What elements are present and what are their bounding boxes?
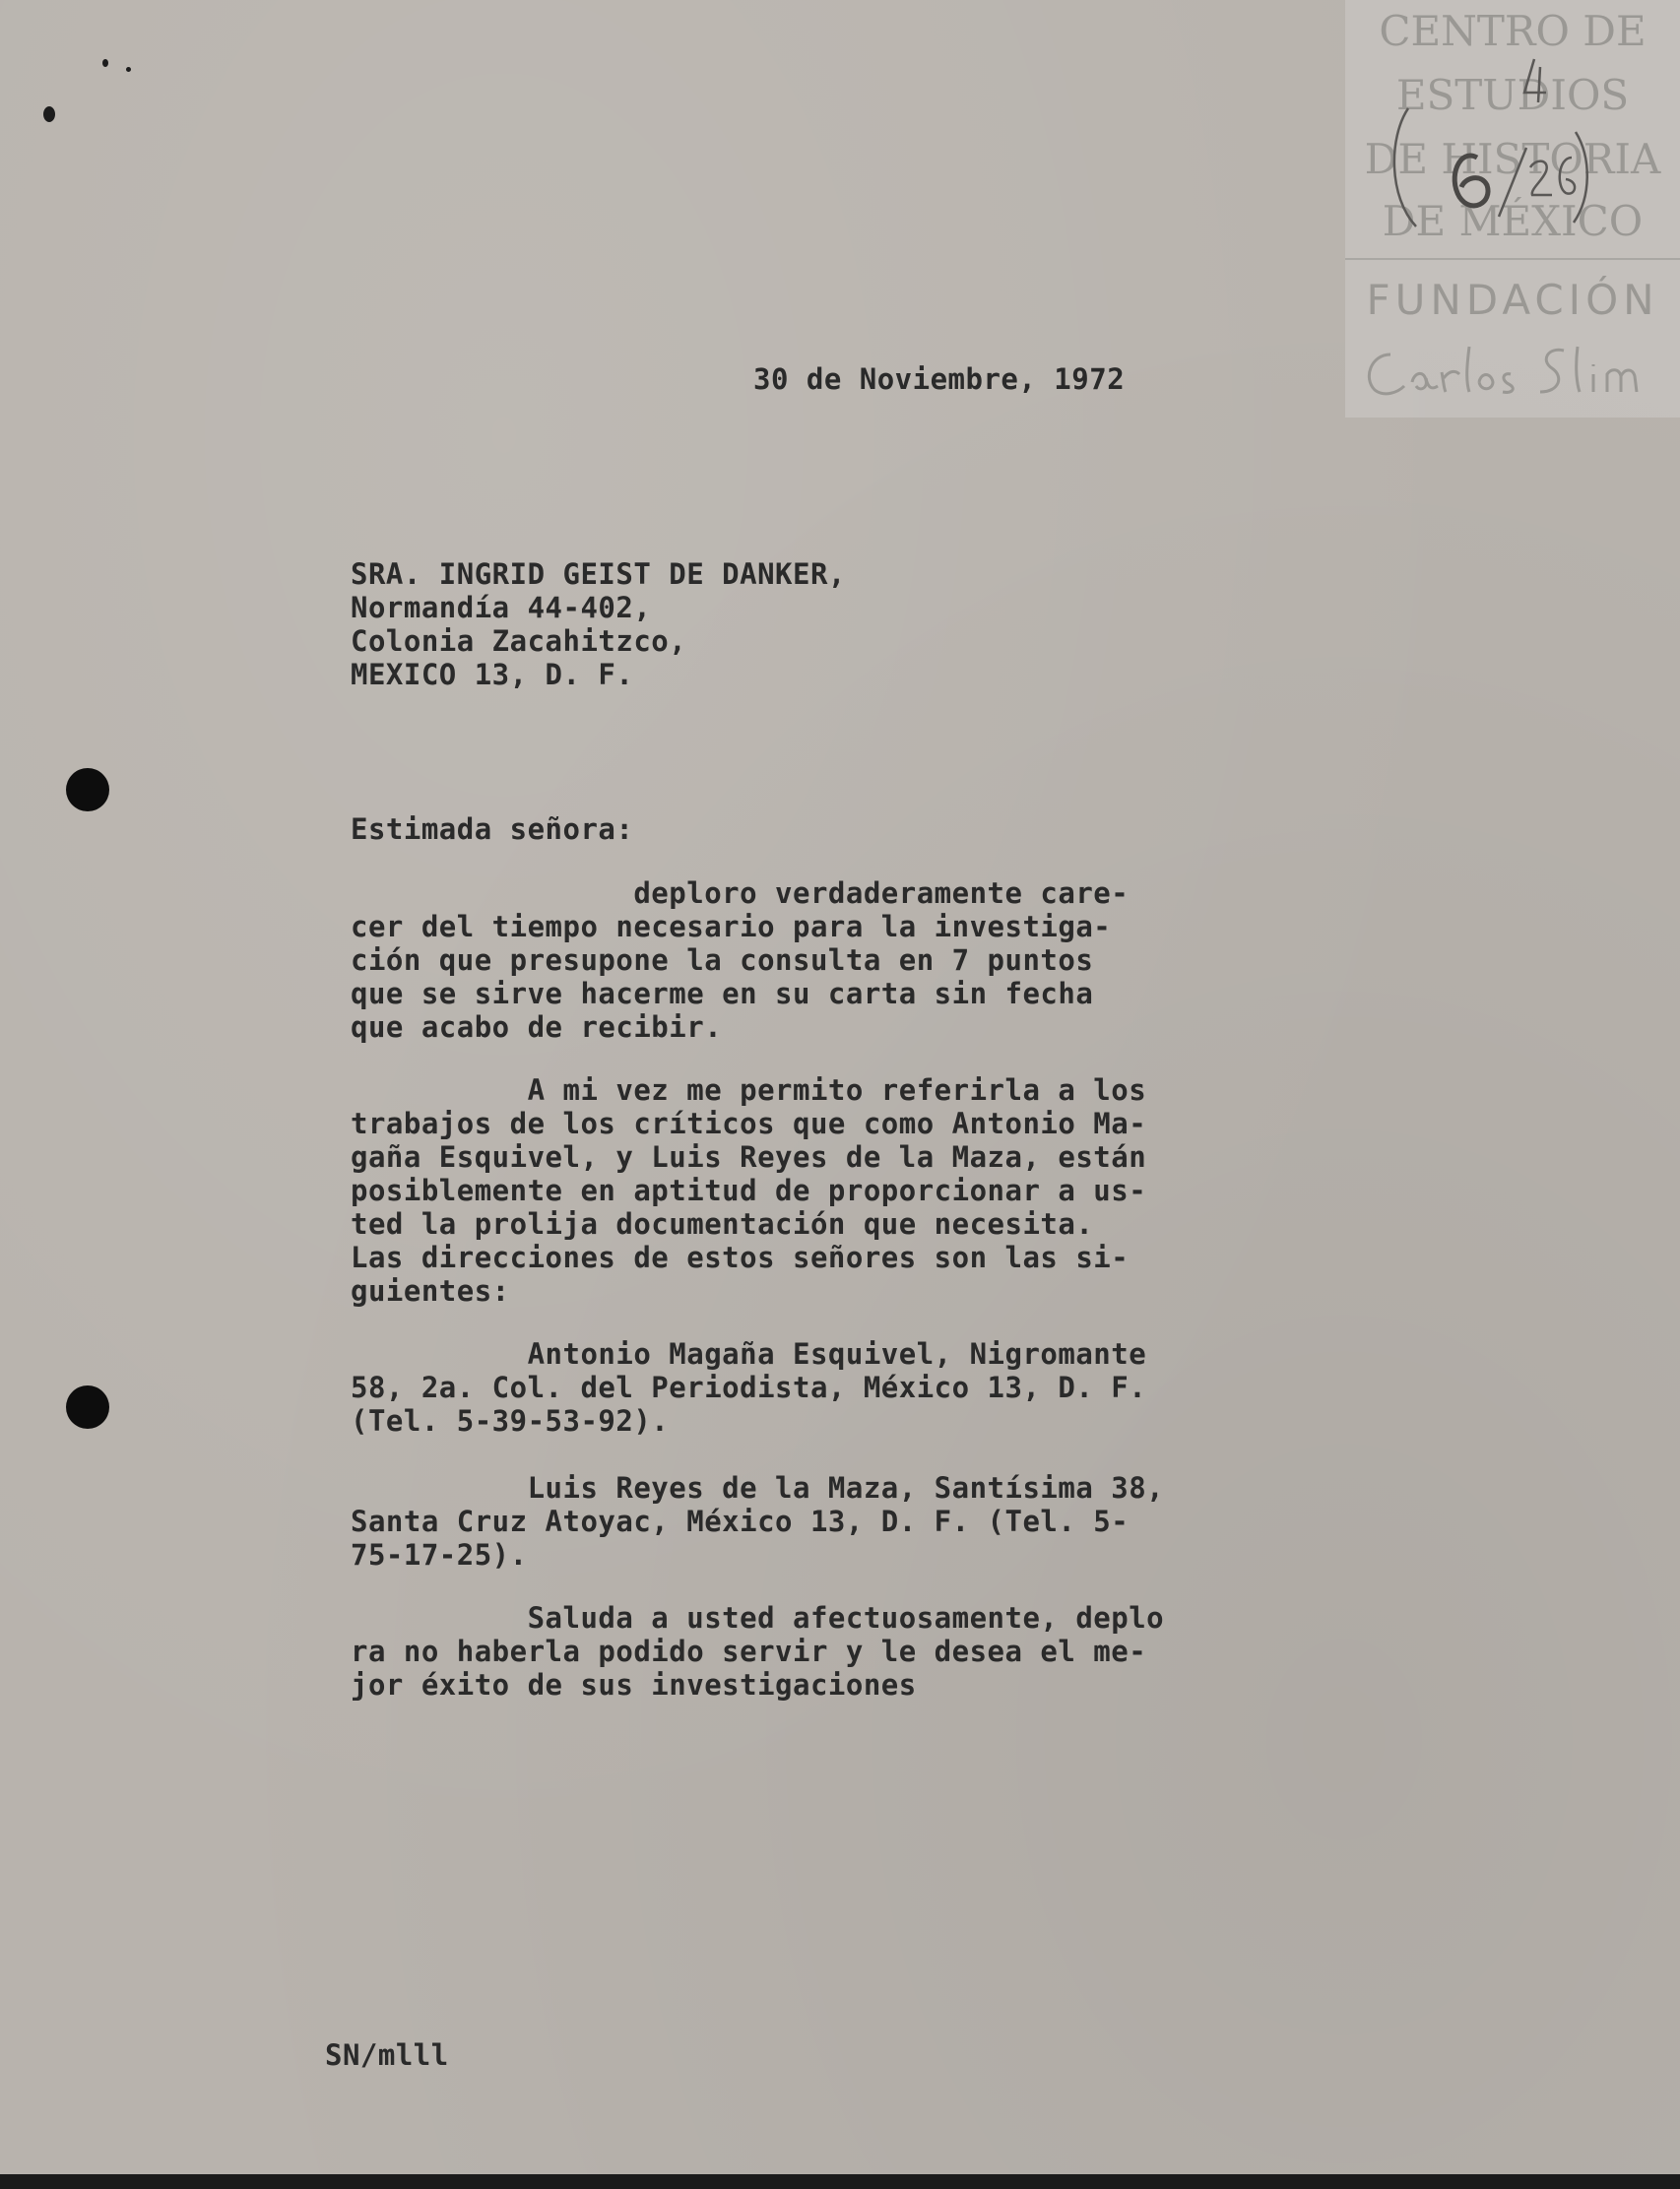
paragraph-line: 58, 2a. Col. del Periodista, México 13, D. F. bbox=[351, 1371, 1147, 1404]
paragraph-line: trabajos de los críticos que como Antonio Ma- bbox=[351, 1107, 1147, 1140]
punch-hole bbox=[66, 1385, 109, 1429]
recipient-line: SRA. INGRID GEIST DE DANKER, bbox=[351, 557, 846, 591]
paragraph-line: que se sirve hacerme en su carta sin fecha bbox=[351, 977, 1094, 1010]
letter-date: 30 de Noviembre, 1972 bbox=[753, 362, 1126, 396]
recipient-line: MEXICO 13, D. F. bbox=[351, 658, 634, 691]
stamp-line: DE MÉXICO bbox=[1382, 197, 1644, 245]
scan-border bbox=[0, 2174, 1680, 2189]
paragraph-line: cer del tiempo necesario para la investiga- bbox=[351, 910, 1112, 943]
stamp-line: CENTRO DE bbox=[1379, 7, 1647, 55]
pencil-annotation bbox=[1369, 49, 1605, 236]
paragraph-line: Santa Cruz Atoyac, México 13, D. F. (Tel. 5- bbox=[351, 1505, 1130, 1538]
ink-speck bbox=[126, 67, 131, 72]
paragraph-line: ción que presupone la consulta en 7 puntos bbox=[351, 943, 1094, 977]
reference-initials: SN/mlll bbox=[325, 2038, 449, 2072]
body-paragraph bbox=[351, 1073, 1146, 1308]
closing-paragraph bbox=[351, 1601, 1164, 1702]
body-paragraph bbox=[351, 876, 1129, 1044]
paragraph-line: guientes: bbox=[351, 1274, 510, 1308]
paragraph-line: A mi vez me permito referirla a los bbox=[351, 1073, 1147, 1107]
recipient-line: Colonia Zacahitzco, bbox=[351, 624, 687, 658]
paragraph-line: gaña Esquivel, y Luis Reyes de la Maza, están bbox=[351, 1140, 1147, 1174]
paragraph-line: Las direcciones de estos señores son las si- bbox=[351, 1241, 1130, 1274]
paragraph-line: Luis Reyes de la Maza, Santísima 38, bbox=[351, 1471, 1165, 1505]
paragraph-line: posiblemente en aptitud de proporcionar a us- bbox=[351, 1174, 1147, 1207]
body-paragraph bbox=[351, 1337, 1146, 1438]
ink-speck bbox=[102, 59, 108, 67]
signature-logo bbox=[1353, 333, 1674, 412]
paragraph-line: jor éxito de sus investigaciones bbox=[351, 1668, 917, 1702]
paragraph-line: deplоro verdaderamente care- bbox=[351, 876, 1130, 910]
recipient-line: Normandía 44-402, bbox=[351, 591, 652, 624]
paragraph-line: que acabo de recibir. bbox=[351, 1010, 723, 1044]
stamp-line: DE HISTORIA bbox=[1364, 135, 1661, 183]
stamp-foundation: FUNDACIÓN bbox=[1366, 276, 1659, 324]
paragraph-line: Antonio Magaña Esquivel, Nigromante bbox=[351, 1337, 1147, 1371]
stamp-divider bbox=[1345, 258, 1680, 260]
punch-hole bbox=[66, 768, 109, 811]
ink-speck bbox=[43, 106, 55, 122]
paragraph-line: Saluda a usted afectuosamente, deplo bbox=[351, 1601, 1165, 1635]
paragraph-line: ted la prolija documentación que necesita. bbox=[351, 1207, 1094, 1241]
salutation: Estimada señora: bbox=[351, 812, 634, 846]
recipient-address bbox=[351, 557, 846, 691]
paragraph-line: (Tel. 5-39-53-92). bbox=[351, 1404, 670, 1438]
body-paragraph bbox=[351, 1471, 1164, 1572]
paragraph-line: ra no haberla podido servir y le desea el me- bbox=[351, 1635, 1147, 1668]
stamp-line: ESTUDIOS bbox=[1395, 71, 1630, 119]
paragraph-line: 75-17-25). bbox=[351, 1538, 528, 1572]
